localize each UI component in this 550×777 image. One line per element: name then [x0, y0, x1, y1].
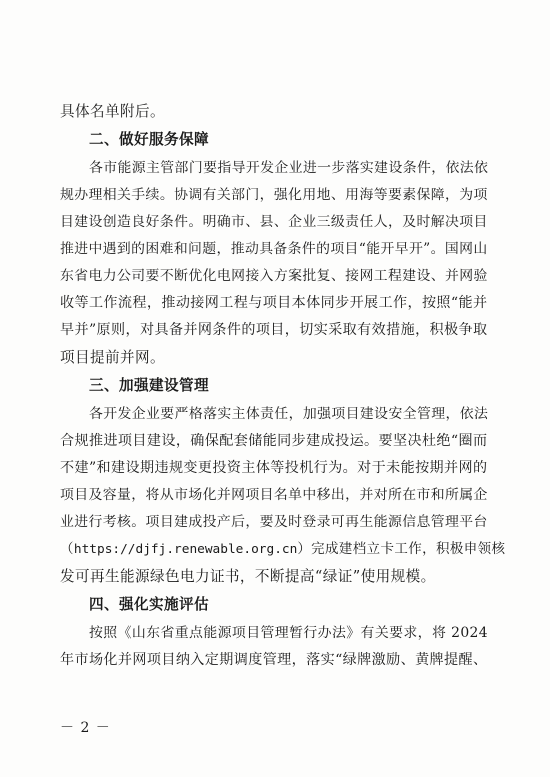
paragraph-line: 早并”原则，对具备并网条件的项目，切实采取有效措施，积极争取 [60, 322, 488, 338]
section-heading: 二、做好服务保障 [89, 131, 209, 148]
paragraph-line: 发可再生能源绿色电力证书，不断提高“绿证”使用规模。 [60, 568, 436, 585]
paragraph-line: 推进中遇到的困难和问题，推动具备条件的项目“能开早开”。国网山 [60, 241, 488, 257]
paragraph-line: 按照《山东省重点能源项目管理暂行办法》有关要求，将 2024 [89, 625, 489, 641]
paragraph-line [60, 536, 506, 563]
paragraph-line: 收等工作流程，推动接网工程与项目本体同步开展工作，按照“能并 [60, 295, 488, 311]
paragraph-line: 东省电力公司要不断优化电网接入方案批复、接网工程建设、并网验 [60, 268, 488, 284]
paragraph-line: 规办理相关手续。协调有关部门，强化用地、用海等要素保障，为项 [60, 187, 488, 203]
paragraph-line: 各开发企业要严格落实主体责任，加强项目建设安全管理，依法 [89, 406, 489, 422]
paragraph-line: 目建设创造良好条件。明确市、县、企业三级责任人，及时解决项目 [60, 214, 488, 230]
paragraph-line: 不建”和建设期违规变更投资主体等投机行为。对于未能按期并网的 [60, 460, 488, 476]
paragraph-line: 项目及容量，将从市场化并网项目名单中移出，并对所在市和所属企 [60, 487, 488, 503]
paragraph-line: 合规推进项目建设，确保配套储能同步建成投运。要坚决杜绝“圈而 [60, 433, 488, 449]
section-heading: 三、加强建设管理 [89, 377, 209, 394]
paragraph-line: 各市能源主管部门要指导开发企业进一步落实建设条件，依法依 [89, 160, 489, 176]
paragraph-line: 业进行考核。项目建成投产后，要及时登录可再生能源信息管理平台 [60, 514, 488, 530]
paragraph-line: 项目提前并网。 [60, 349, 165, 366]
platform-url: https://djfj.renewable.org.cn [73, 542, 298, 557]
paragraph-line: 年市场化并网项目纳入定期调度管理，落实“绿牌激励、黄牌提醒、 [60, 652, 488, 668]
page-number: － 2 － [60, 720, 111, 736]
document-body [60, 98, 506, 674]
line-text: ）完成建档立卡工作，积极申领核 [297, 541, 506, 557]
section-heading: 四、强化实施评估 [89, 596, 209, 613]
paren-open: （ [60, 541, 74, 557]
paragraph-line: 具体名单附后。 [60, 103, 165, 120]
